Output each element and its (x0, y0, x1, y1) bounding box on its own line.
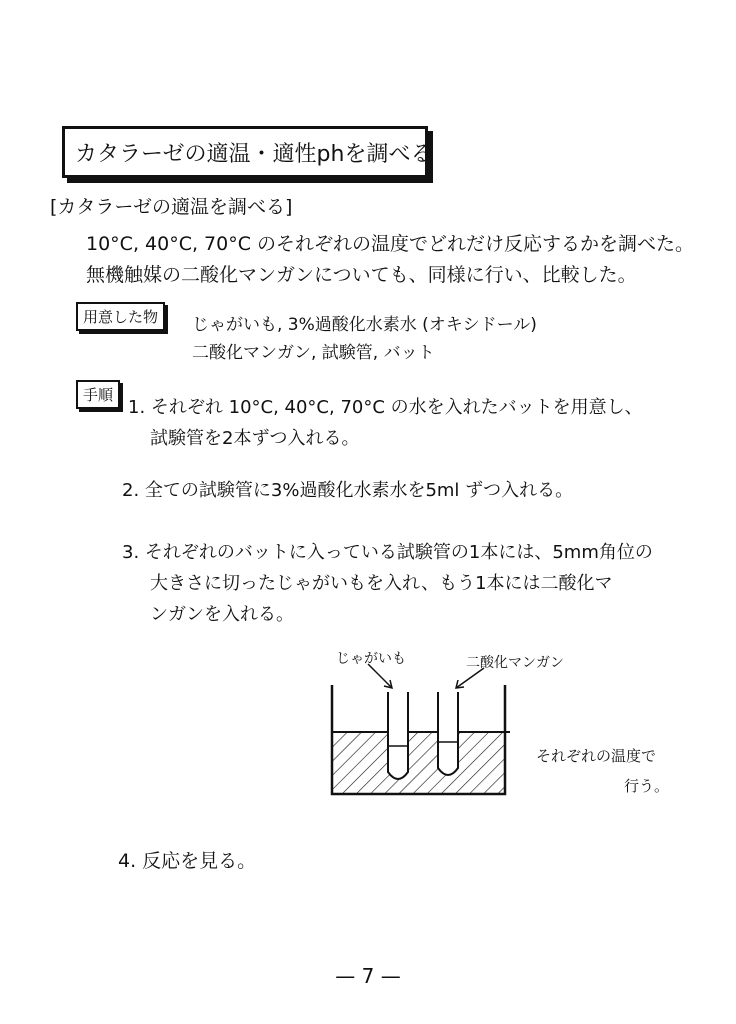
diagram-note-line-2: 行う。 (624, 777, 670, 795)
water-fill (332, 732, 505, 794)
test-tube-diagram (320, 660, 540, 800)
step-2: 2. 全ての試験管に3%過酸化水素水を5ml ずつ入れる。 (122, 480, 574, 501)
step-3-line-1: 3. それぞれのバットに入っている試験管の1本には、5mm角位の (122, 542, 653, 563)
page-title: カタラーゼの適温・適性phを調べる (62, 126, 428, 178)
intro-line-1: 10°C, 40°C, 70°C のそれぞれの温度でどれだけ反応するかを調べた。 (86, 233, 695, 255)
diagram-label-potato: じゃがいも (336, 651, 406, 667)
diagram-note-line-1: それぞれの温度で (536, 747, 657, 765)
test-tube-left (388, 692, 408, 779)
diagram-label-mno2: 二酸化マンガン (466, 655, 564, 671)
step-3-line-2: 大きさに切ったじゃがいもを入れ、もう1本には二酸化マ (150, 573, 613, 594)
step-1-line-2: 試験管を2本ずつ入れる。 (150, 428, 360, 449)
step-1-line-1: 1. それぞれ 10°C, 40°C, 70°C の水を入れたバットを用意し、 (128, 397, 643, 418)
step-3-line-3: ンガンを入れる。 (150, 604, 294, 625)
step-4: 4. 反応を見る。 (118, 850, 257, 872)
page-number: — 7 — (335, 964, 401, 988)
materials-line-1: じゃがいも, 3%過酸化水素水 (オキシドール) (192, 315, 537, 335)
section-heading: [カタラーゼの適温を調べる] (50, 196, 293, 218)
materials-line-2: 二酸化マンガン, 試験管, バット (192, 343, 435, 363)
procedure-label: 手順 (76, 380, 120, 409)
materials-label: 用意した物 (76, 302, 165, 331)
intro-line-2: 無機触媒の二酸化マンガンについても、同様に行い、比較した。 (86, 264, 637, 286)
test-tube-right (438, 692, 458, 775)
